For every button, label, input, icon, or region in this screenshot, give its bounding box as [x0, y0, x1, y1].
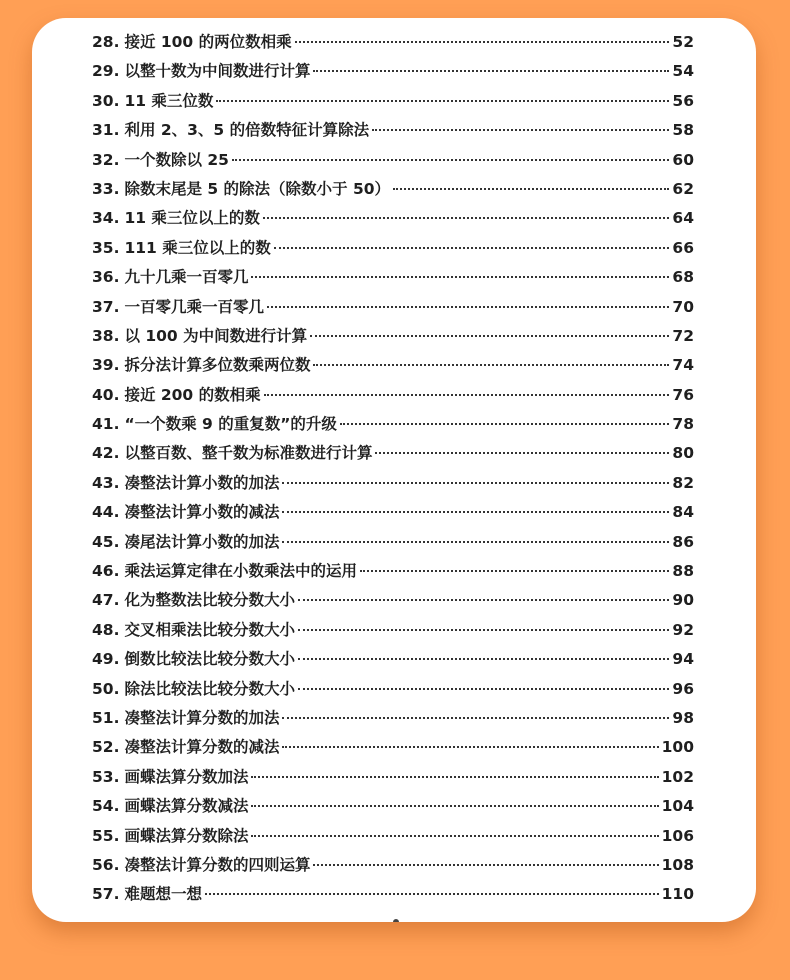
toc-entry-page-number: 100: [661, 738, 694, 757]
dot-leader: [298, 629, 669, 631]
toc-entry-title: 接近 200 的数相乘: [124, 385, 261, 404]
page-indicator-dot: [393, 919, 399, 922]
toc-entry-page-number: 88: [672, 562, 694, 581]
toc-entry[interactable]: [92, 175, 694, 204]
toc-entry-title: 交叉相乘法比较分数大小: [124, 620, 295, 639]
dot-leader: [313, 70, 669, 72]
dot-leader: [232, 159, 669, 161]
toc-entry-number: 51.: [92, 708, 120, 727]
toc-entry-page-number: 56: [672, 91, 694, 110]
toc-entry-number: 44.: [92, 503, 120, 522]
toc-entry-number: 45.: [92, 532, 120, 551]
toc-entry[interactable]: [92, 28, 694, 57]
toc-entry-title: 凑整法计算分数的减法: [124, 738, 280, 757]
dot-leader: [263, 217, 669, 219]
toc-entry[interactable]: [92, 204, 694, 233]
toc-card: [32, 18, 756, 922]
toc-entry-page-number: 102: [661, 767, 694, 786]
toc-entry-number: 35.: [92, 238, 120, 257]
dot-leader: [264, 394, 670, 396]
toc-entry-title: 11 乘三位数: [124, 91, 214, 110]
toc-entry-number: 46.: [92, 562, 120, 581]
toc-entry-title: 画蝶法算分数减法: [124, 797, 249, 816]
toc-entry-number: 42.: [92, 444, 120, 463]
toc-entry-number: 37.: [92, 297, 120, 316]
toc-entry-number: 30.: [92, 91, 120, 110]
toc-entry[interactable]: [92, 675, 694, 704]
toc-entry-page-number: 84: [672, 503, 694, 522]
toc-entry[interactable]: [92, 586, 694, 615]
toc-entry-page-number: 70: [672, 297, 694, 316]
toc-entry[interactable]: [92, 704, 694, 733]
dot-leader: [375, 452, 669, 454]
toc-entry[interactable]: [92, 528, 694, 557]
toc-entry-page-number: 94: [672, 650, 694, 669]
toc-entry-number: 34.: [92, 209, 120, 228]
toc-entry-title: 接近 100 的两位数相乘: [124, 33, 292, 51]
toc-entry-page-number: 74: [672, 356, 694, 375]
toc-entry-page-number: 60: [672, 150, 694, 169]
toc-entry-number: 39.: [92, 356, 120, 375]
toc-entry-title: 难题想一想: [124, 885, 202, 904]
toc-entry-page-number: 76: [672, 385, 694, 404]
toc-entry[interactable]: [92, 234, 694, 263]
toc-entry-number: 55.: [92, 826, 120, 845]
toc-entry-page-number: 78: [672, 415, 694, 434]
toc-entry-page-number: 98: [672, 708, 694, 727]
dot-leader: [205, 893, 659, 895]
dot-leader: [372, 129, 669, 131]
toc-entry-page-number: 64: [672, 209, 694, 228]
toc-entry-number: 54.: [92, 797, 120, 816]
toc-entry[interactable]: [92, 410, 694, 439]
dot-leader: [282, 541, 669, 543]
toc-entry-number: 57.: [92, 885, 120, 904]
toc-entry-number: 33.: [92, 179, 120, 198]
toc-entry-title: 乘法运算定律在小数乘法中的运用: [124, 562, 357, 581]
toc-entry[interactable]: [92, 263, 694, 292]
dot-leader: [267, 306, 669, 308]
toc-entry-number: 47.: [92, 591, 120, 610]
dot-leader: [282, 717, 669, 719]
toc-entry[interactable]: [92, 645, 694, 674]
dot-leader: [282, 746, 658, 748]
toc-entry-number: 53.: [92, 767, 120, 786]
toc-entry-page-number: 80: [672, 444, 694, 463]
dot-leader: [340, 423, 670, 425]
toc-entry[interactable]: [92, 557, 694, 586]
toc-entry-title: 画蝶法算分数除法: [124, 826, 249, 845]
toc-entry[interactable]: [92, 116, 694, 145]
dot-leader: [251, 805, 658, 807]
toc-entry[interactable]: [92, 87, 694, 116]
toc-entry[interactable]: [92, 498, 694, 527]
toc-entry-number: 41.: [92, 415, 120, 434]
toc-entry-page-number: 62: [672, 179, 694, 198]
toc-entry-page-number: 54: [672, 62, 694, 81]
dot-leader: [360, 570, 669, 572]
toc-entry-page-number: 52: [672, 33, 694, 51]
toc-entry-number: 52.: [92, 738, 120, 757]
toc-entry-number: 50.: [92, 679, 120, 698]
toc-entry-number: 28.: [92, 33, 120, 51]
toc-entry[interactable]: [92, 439, 694, 468]
toc-entry-number: 43.: [92, 473, 120, 492]
toc-entry-number: 38.: [92, 326, 120, 345]
dot-leader: [251, 276, 669, 278]
toc-entry[interactable]: [92, 381, 694, 410]
toc-entry[interactable]: [92, 792, 694, 821]
toc-entry-number: 32.: [92, 150, 120, 169]
dot-leader: [282, 511, 669, 513]
toc-entry-title: 以 100 为中间数进行计算: [124, 326, 308, 345]
toc-entry-title: 凑整法计算小数的减法: [124, 503, 280, 522]
toc-entry[interactable]: [92, 851, 694, 880]
toc-entry-title: 除法比较法比较分数大小: [124, 679, 295, 698]
toc-entry[interactable]: [92, 146, 694, 175]
toc-entry-number: 29.: [92, 62, 120, 81]
dot-leader: [393, 188, 669, 190]
toc-entry-title: “一个数乘 9 的重复数”的升级: [124, 415, 337, 434]
dot-leader: [251, 835, 658, 837]
dot-leader: [313, 364, 669, 366]
dot-leader: [251, 776, 658, 778]
toc-entry-title: 以整十数为中间数进行计算: [124, 62, 311, 81]
toc-entry[interactable]: [92, 616, 694, 645]
toc-entry-page-number: 68: [672, 268, 694, 287]
toc-entry-title: 画蝶法算分数加法: [124, 767, 249, 786]
toc-entry-title: 九十几乘一百零几: [124, 268, 249, 287]
toc-entry[interactable]: [92, 880, 694, 909]
toc-entry-title: 凑整法计算分数的加法: [124, 708, 280, 727]
toc-entry-number: 40.: [92, 385, 120, 404]
dot-leader: [295, 41, 670, 43]
dot-leader: [298, 599, 669, 601]
toc-entry-title: 一个数除以 25: [124, 150, 229, 169]
toc-entry[interactable]: [92, 822, 694, 851]
toc-entry-page-number: 92: [672, 620, 694, 639]
toc-entry-page-number: 90: [672, 591, 694, 610]
toc-entry-title: 化为整数法比较分数大小: [124, 591, 295, 610]
dot-leader: [282, 482, 669, 484]
toc-entry-title: 111 乘三位以上的数: [124, 238, 271, 257]
toc-entry-number: 49.: [92, 650, 120, 669]
dot-leader: [274, 247, 670, 249]
toc-entry[interactable]: [92, 293, 694, 322]
toc-entry-page-number: 104: [661, 797, 694, 816]
toc-entry-page-number: 66: [672, 238, 694, 257]
toc-entry[interactable]: [92, 351, 694, 380]
toc-entry-title: 11 乘三位以上的数: [124, 209, 260, 228]
toc-entry-title: 利用 2、3、5 的倍数特征计算除法: [124, 121, 370, 140]
toc-entry-title: 凑尾法计算小数的加法: [124, 532, 280, 551]
toc-entry[interactable]: [92, 57, 694, 86]
toc-entry-title: 凑整法计算分数的四则运算: [124, 855, 311, 874]
toc-entry[interactable]: [92, 733, 694, 762]
toc-entry-page-number: 108: [661, 855, 694, 874]
toc-entry-page-number: 72: [672, 326, 694, 345]
toc-entry-title: 凑整法计算小数的加法: [124, 473, 280, 492]
toc-entry-page-number: 86: [672, 532, 694, 551]
toc-entry-title: 拆分法计算多位数乘两位数: [124, 356, 311, 375]
dot-leader: [298, 688, 669, 690]
toc-entry-page-number: 82: [672, 473, 694, 492]
toc-entry-number: 31.: [92, 121, 120, 140]
toc-entry-page-number: 110: [661, 885, 694, 904]
dot-leader: [298, 658, 669, 660]
toc-entry-page-number: 106: [661, 826, 694, 845]
toc-entry-page-number: 96: [672, 679, 694, 698]
toc-entry-page-number: 58: [672, 121, 694, 140]
toc-entry-title: 以整百数、整千数为标准数进行计算: [124, 444, 373, 463]
dot-leader: [216, 100, 669, 102]
toc-entry[interactable]: [92, 322, 694, 351]
toc-entry-title: 倒数比较法比较分数大小: [124, 650, 295, 669]
dot-leader: [310, 335, 669, 337]
toc-entry-title: 除数末尾是 5 的除法（除数小于 50）: [124, 179, 391, 198]
toc-entry-title: 一百零几乘一百零几: [124, 297, 264, 316]
dot-leader: [313, 864, 658, 866]
toc-entry[interactable]: [92, 763, 694, 792]
toc-entry[interactable]: [92, 469, 694, 498]
table-of-contents: [92, 28, 694, 910]
toc-entry-number: 36.: [92, 268, 120, 287]
toc-entry-number: 48.: [92, 620, 120, 639]
toc-entry-number: 56.: [92, 855, 120, 874]
